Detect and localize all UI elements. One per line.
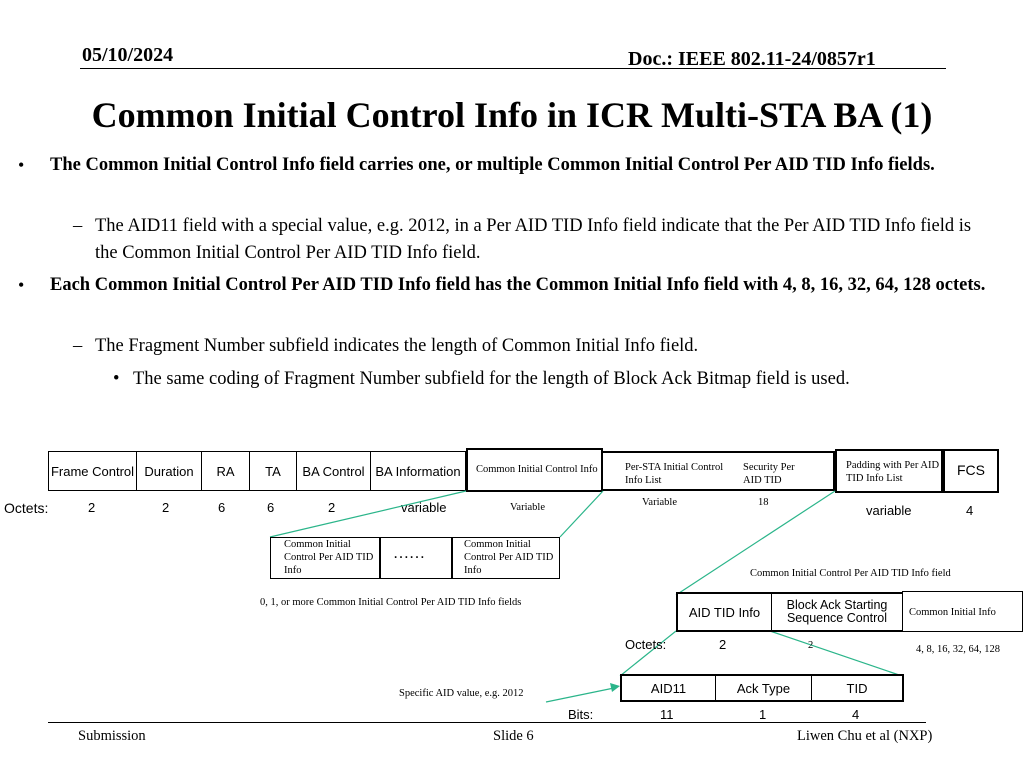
bullet-1-sub: The AID11 field with a special value, e.g. 2012, in a Per AID TID Info field indicate that the Per AID TID Info field is the Common Initial Control Per AID TID Info field. [95, 216, 972, 263]
size-security: 18 [758, 497, 769, 508]
slide-title: Common Initial Control Info in ICR Multi-STA BA (1) [91, 95, 933, 135]
bullet-marker: • [113, 369, 120, 389]
dash-marker: – [73, 336, 83, 356]
list-ellipsis-box [380, 537, 452, 579]
per-aid-octets-label: Octets: [625, 637, 667, 652]
size-aid-tid-info: 2 [719, 637, 727, 652]
field-ra: RA [202, 452, 250, 490]
size-ta: 6 [267, 500, 275, 515]
size-fcs: 4 [966, 503, 974, 518]
field-padding: Padding with Per AID TID Info List [835, 449, 943, 493]
size-ra: 6 [218, 500, 226, 515]
field-security-per-aid-tid: Security Per AID TID [743, 462, 795, 486]
size-common-initial-control-info: Variable [510, 502, 545, 513]
footer-author: Liwen Chu et al (NXP) [797, 728, 933, 744]
bits-aid11: 11 [660, 707, 674, 722]
header-doc-id: Doc.: IEEE 802.11-24/0857r1 [628, 48, 876, 70]
field-ta: TA [250, 452, 297, 490]
field-aid11: AID11 [622, 676, 716, 700]
header-date: 05/10/2024 [82, 44, 174, 66]
footer-rule [48, 722, 926, 723]
size-common-initial-info: 4, 8, 16, 32, 64, 128 [916, 644, 1000, 655]
field-frame-control: Frame Control [49, 452, 137, 490]
per-aid-caption: Common Initial Control Per AID TID Info field [750, 568, 951, 579]
size-per-sta-list: Variable [642, 497, 677, 508]
specific-aid-note: Specific AID value, e.g. 2012 [399, 688, 524, 699]
size-ba-control: 2 [328, 500, 336, 515]
bullet-marker: • [18, 155, 25, 175]
size-block-ack-starting-sequence-control: 2 [808, 640, 814, 651]
field-duration: Duration [137, 452, 202, 490]
list-caption: 0, 1, or more Common Initial Control Per AID TID Info fields [260, 597, 522, 608]
list-ellipsis: …… [393, 545, 425, 562]
bullet-2: Each Common Initial Control Per AID TID Info field has the Common Initial Info field with 4, 8, 16, 32, 64, 128 octets. [50, 275, 986, 295]
octets-label: Octets: [4, 500, 49, 516]
field-aid-tid-info: AID TID Info [678, 594, 772, 630]
bullet-2-sub-sub: The same coding of Fragment Number subfield for the length of Block Ack Bitmap field is used. [133, 369, 850, 389]
size-frame-control: 2 [88, 500, 96, 515]
dash-marker: – [73, 216, 83, 236]
field-ba-information: BA Information [375, 463, 461, 479]
field-tid: TID [846, 680, 868, 696]
list-item-common-initial-control-per-aid-tid-info: Common Initial Control Per AID TID Info [452, 537, 560, 579]
footer-submission: Submission [78, 728, 146, 744]
field-common-initial-control-info: Common Initial Control Info [466, 448, 603, 492]
bullet-1: The Common Initial Control Info field carries one, or multiple Common Initial Control Per AID TID Info fields. [50, 155, 935, 175]
field-block-ack-starting-sequence-control: Block Ack Starting Sequence Control [786, 598, 888, 625]
field-ba-control: BA Control [297, 452, 371, 490]
field-ack-type: Ack Type [716, 676, 812, 700]
bullet-2-sub: The Fragment Number subfield indicates the length of Common Initial Info field. [95, 336, 699, 356]
size-padding: variable [866, 503, 912, 518]
list-item-common-initial-control-per-aid-tid-info: Common Initial Control Per AID TID Info [270, 537, 380, 579]
size-ba-information: variable [401, 500, 447, 515]
bits-tid: 4 [852, 707, 860, 722]
per-aid-fields [676, 592, 904, 632]
field-per-sta-initial-control-info-list: Per-STA Initial Control Info List [625, 462, 724, 486]
bits-ack-type: 1 [759, 707, 767, 722]
bits-label: Bits: [568, 707, 594, 722]
field-fcs-label: FCS [957, 462, 985, 478]
field-common-initial-info: Common Initial Info [902, 591, 1023, 632]
size-duration: 2 [162, 500, 170, 515]
footer-slide-number: Slide 6 [493, 728, 534, 744]
aid-tid-info-fields [620, 674, 904, 702]
bullet-marker: • [18, 275, 25, 295]
